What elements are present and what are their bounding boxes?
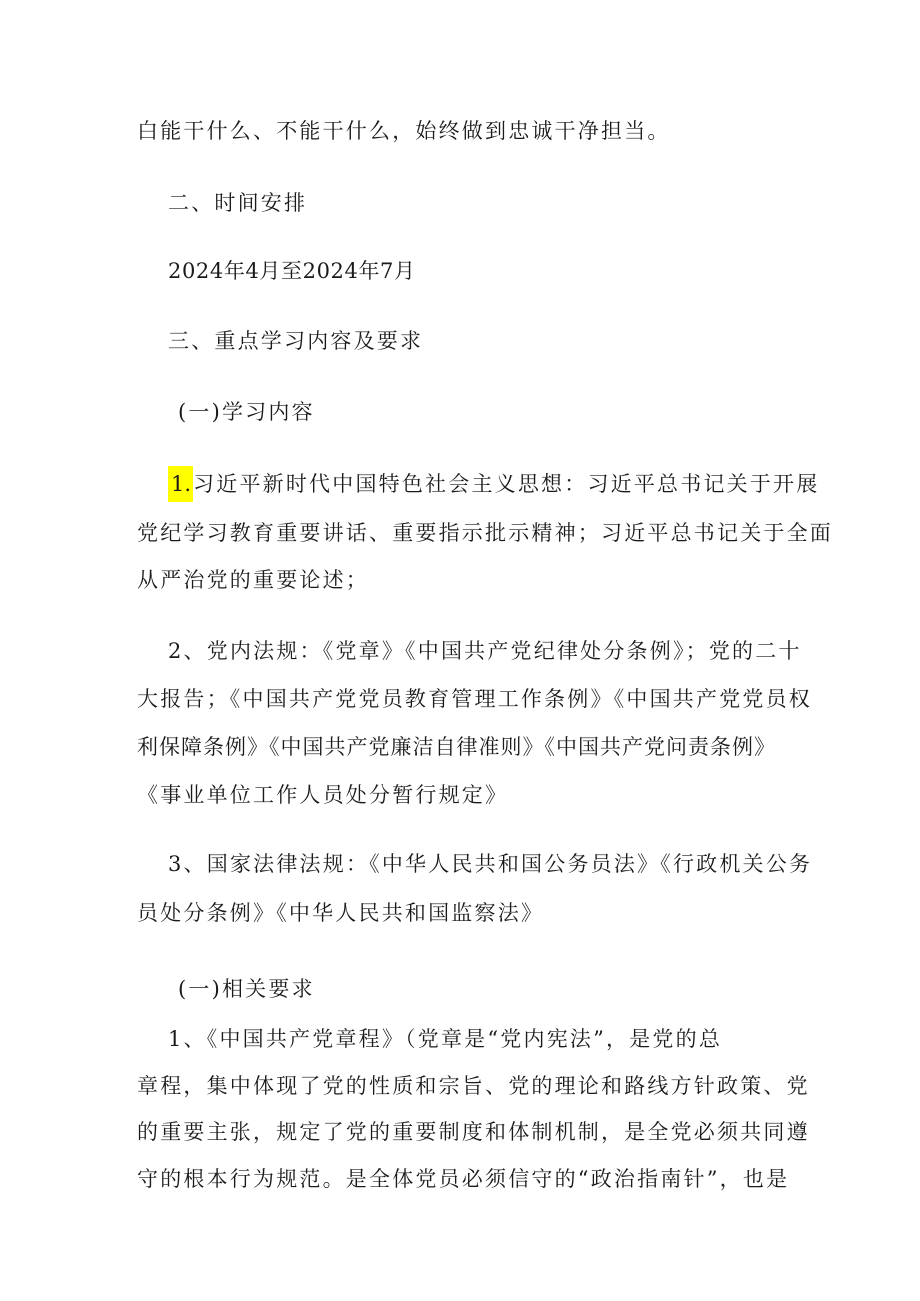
time-range-text: 2024年4月至2024年7月 (168, 259, 416, 283)
paragraph-line: 利保障条例》《中国共产党廉洁自律准则》《中国共产党问责条例》 (137, 735, 776, 759)
section-heading-time: 二、时间安排 (168, 191, 308, 215)
highlighted-list-marker: 1. (168, 466, 193, 502)
subsection-heading-requirements: (一)相关要求 (178, 977, 315, 1001)
paragraph-line-requirement-1: 1、《中国共产党章程》（党章是“党内宪法”，是党的总 (168, 1027, 723, 1051)
subsection-heading-study: (一)学习内容 (178, 400, 315, 424)
item-1-text: 习近平新时代中国特色社会主义思想：习近平总书记关于开展 (193, 472, 820, 496)
paragraph-line-item-3: 3、国家法律法规：《中华人民共和国公务员法》《行政机关公务 (168, 852, 813, 876)
paragraph-line: 白能干什么、不能干什么，始终做到忠诚干净担当。 (137, 119, 671, 143)
paragraph-line: 员处分条例》《中华人民共和国监察法》 (137, 901, 545, 925)
paragraph-line: 的重要主张，规定了党的重要制度和体制机制，是全党必须共同遵 (137, 1120, 810, 1144)
paragraph-line: 从严治党的重要论述； (137, 568, 369, 592)
paragraph-line-item-2: 2、党内法规：《党章》《中国共产党纪律处分条例》；党的二十 (168, 639, 802, 663)
paragraph-line: 《事业单位工作人员处分暂行规定》 (137, 783, 509, 807)
paragraph-line: 守的根本行为规范。是全体党员必须信守的“政治指南针”，也是 (137, 1167, 790, 1191)
section-heading-content: 三、重点学习内容及要求 (168, 329, 424, 353)
paragraph-line-item-1 (168, 470, 819, 498)
paragraph-line: 章程，集中体现了党的性质和宗旨、党的理论和路线方针政策、党 (137, 1074, 810, 1098)
paragraph-line: 党纪学习教育重要讲话、重要指示批示精神；习近平总书记关于全面 (137, 521, 833, 545)
paragraph-line: 大报告；《中国共产党党员教育管理工作条例》《中国共产党党员权 (137, 687, 812, 711)
